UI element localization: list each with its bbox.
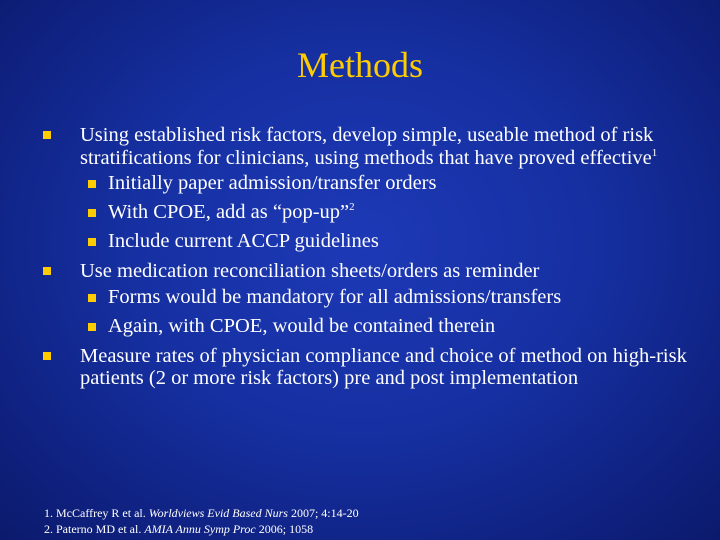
sub-bullet-text: Again, with CPOE, would be contained therein — [108, 314, 496, 337]
sub-bullet-text: Initially paper admission/transfer orders — [108, 172, 437, 194]
square-bullet-icon — [88, 238, 96, 246]
reference-2 — [44, 521, 359, 537]
reference-citation: 2006; 1058 — [255, 522, 314, 536]
bullet-item-3 — [40, 345, 700, 390]
references — [44, 505, 359, 537]
reference-1 — [44, 505, 359, 521]
square-bullet-icon — [43, 267, 51, 275]
square-bullet-icon — [88, 294, 96, 302]
sub-bullet-item — [80, 283, 700, 312]
square-bullet-icon — [88, 323, 96, 331]
square-bullet-icon — [43, 131, 51, 139]
footnote-marker: 2 — [349, 201, 355, 213]
reference-authors: 1. McCaffrey R et al. — [44, 506, 149, 520]
reference-journal: Worldviews Evid Based Nurs — [148, 506, 288, 520]
reference-citation: 2007; 4:14-20 — [287, 506, 359, 520]
bullet-text: Measure rates of physician compliance and choice of method on high-risk patients (2 or more risk factors) pre and post implementation — [80, 344, 687, 389]
bullet-item-2 — [40, 260, 700, 283]
sub-bullet-item — [80, 227, 700, 256]
bullet-list — [40, 124, 700, 390]
square-bullet-icon — [88, 180, 96, 188]
sub-bullet-item — [80, 312, 700, 341]
bullet-text: Use medication reconciliation sheets/orders as reminder — [80, 260, 540, 282]
sub-bullet-text: Include current ACCP guidelines — [108, 230, 379, 252]
sub-bullet-item — [80, 198, 700, 227]
sub-bullet-item — [80, 169, 700, 198]
sub-bullet-text: With CPOE, add as “pop-up” — [108, 201, 350, 223]
square-bullet-icon — [88, 209, 96, 217]
bullet-item-1 — [40, 124, 700, 169]
footnote-marker: 1 — [651, 146, 658, 159]
reference-journal: AMIA Annu Symp Proc — [144, 522, 256, 536]
slide-title: Methods — [297, 45, 423, 85]
bullet-text: Using established risk factors, develop simple, useable method of risk stratifications for clinicians, using methods that have proved effective — [80, 124, 654, 169]
sub-bullet-text: Forms would be mandatory for all admissions/transfers — [108, 285, 562, 308]
square-bullet-icon — [43, 352, 51, 360]
reference-authors: 2. Paterno MD et al. — [44, 522, 145, 536]
